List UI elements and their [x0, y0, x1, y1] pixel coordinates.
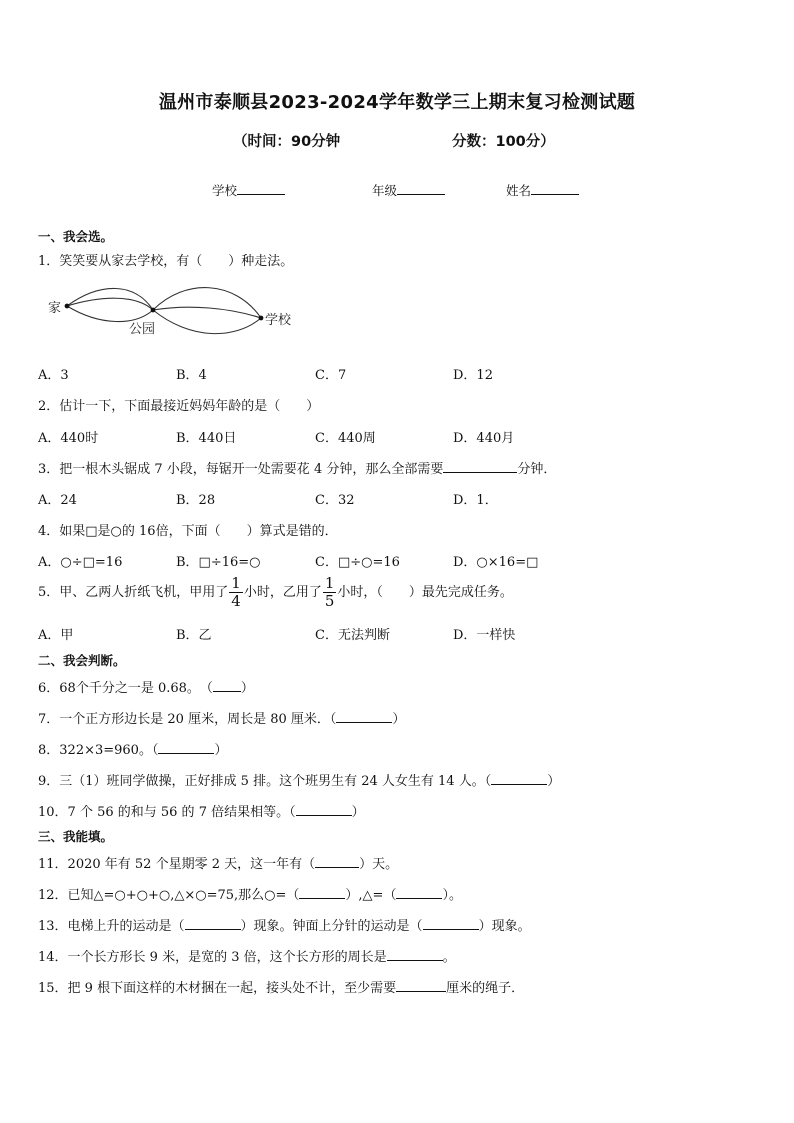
page-title: 温州市泰顺县2023-2024学年数学三上期末复习检测试题: [158, 92, 636, 113]
question-13: [38, 915, 531, 934]
exam-time: （时间：90分钟: [233, 134, 341, 150]
frac2-denominator: 5: [324, 592, 335, 610]
question-11: [38, 853, 398, 872]
question-9: [38, 770, 560, 789]
q5-text-c: 小时，（ ）最先完成任务。: [337, 585, 513, 600]
q6-answer-blank[interactable]: [213, 679, 241, 692]
q3-option-d[interactable]: D．1．: [453, 493, 498, 508]
q11-close: ）天。: [359, 857, 399, 872]
home-dot: [65, 304, 70, 309]
q13-text-b: ）现象。钟面上分针的运动是（: [240, 919, 423, 934]
section-heading-fill: 三、我能填。: [38, 829, 114, 844]
question-12: [38, 884, 462, 903]
section-heading-choice: 一、我会选。: [38, 229, 114, 244]
grade-blank[interactable]: [397, 182, 445, 195]
exam-score: 分数：100分）: [452, 134, 555, 150]
question-3: [38, 458, 556, 477]
q3-option-b[interactable]: B．28: [176, 493, 216, 508]
frac1-denominator: 4: [231, 592, 241, 610]
school-blank[interactable]: [237, 182, 285, 195]
q4-option-b[interactable]: B．□÷16=○: [176, 555, 261, 570]
q15-answer-blank[interactable]: [396, 979, 446, 992]
q6-text: 6．68个千分之一是 0.68。 （: [38, 681, 213, 696]
q1-option-c[interactable]: C．7: [315, 368, 347, 383]
q3-option-a[interactable]: A．24: [38, 493, 77, 508]
q10-answer-blank[interactable]: [296, 803, 352, 816]
q10-text: 10．7 个 56 的和与 56 的 7 倍结果相等。（: [38, 805, 296, 820]
name-blank[interactable]: [531, 182, 579, 195]
q14-text: 14．一个长方形长 9 米，是宽的 3 倍，这个长方形的周长是: [38, 950, 387, 965]
q8-text: 8．322×3=960。（: [38, 743, 159, 758]
q13-answer-blank-1[interactable]: [185, 917, 241, 930]
q4-option-a[interactable]: A．○÷□=16: [38, 555, 123, 570]
q9-text: 9．三（1）班同学做操，正好排成 5 排。这个班男生有 24 人女生有 14 人。（: [38, 774, 492, 789]
route-home-park-upper: [67, 288, 153, 310]
question-4: 4．如果□是○的 16倍，下面（ ）算式是错的．: [38, 524, 338, 539]
q7-text: 7．一个正方形边长是 20 厘米，周长是 80 厘米．（: [38, 712, 337, 727]
q4-option-c[interactable]: C．□÷○=16: [315, 555, 400, 570]
route-home-park-lower: [67, 306, 153, 322]
q5-text-a: 5．甲、乙两人折纸飞机，甲用了: [38, 585, 229, 600]
q12-text-b: ）,△=（: [345, 888, 397, 903]
q8-close: ）: [214, 743, 228, 758]
q3-text-b: 分钟．: [517, 462, 557, 477]
q4-option-d[interactable]: D．○×16=□: [453, 555, 539, 570]
q12-answer-blank-1[interactable]: [299, 886, 345, 899]
q7-answer-blank[interactable]: [336, 710, 392, 723]
fraction-one-fifth: [323, 576, 337, 609]
grade-label: 年级: [372, 183, 398, 198]
name-field[interactable]: [506, 181, 579, 199]
q5-text-b: 小时，乙用了: [243, 585, 322, 600]
q11-text: 11．2020 年有 52 个星期零 2 天，这一年有（: [38, 857, 316, 872]
school-label: 学校: [265, 313, 292, 328]
q13-close: ）现象。: [478, 919, 531, 934]
home-label: 家: [48, 301, 62, 316]
question-15: [38, 977, 524, 996]
route-diagram: [40, 284, 310, 340]
q13-text: 13．电梯上升的运动是（: [38, 919, 185, 934]
question-6: [38, 677, 254, 696]
question-7: [38, 708, 405, 727]
q3-text-a: 3．把一根木头锯成 7 小段，每锯开一处需要花 4 分钟，那么全部需要: [38, 462, 444, 477]
q6-close: ）: [240, 681, 254, 696]
q15-text: 15．把 9 根下面这样的木材捆在一起，接头处不计，至少需要: [38, 981, 397, 996]
q7-close: ）: [392, 712, 406, 727]
question-8: [38, 739, 227, 758]
q15-close: 厘米的绳子．: [446, 981, 525, 996]
q5-option-d[interactable]: D．一样快: [453, 628, 516, 643]
q2-option-a[interactable]: A．440时: [38, 431, 99, 446]
q14-close: 。: [442, 950, 456, 965]
park-label: 公园: [129, 322, 156, 337]
section-heading-judge: 二、我会判断。: [38, 653, 126, 668]
q2-option-b[interactable]: B．440日: [176, 431, 237, 446]
q5-option-a[interactable]: A．甲: [38, 628, 74, 643]
q3-answer-blank[interactable]: [443, 460, 517, 473]
name-label: 姓名: [506, 183, 532, 198]
q2-option-c[interactable]: C．440周: [315, 431, 376, 446]
q9-close: ）: [547, 774, 561, 789]
q13-answer-blank-2[interactable]: [423, 917, 479, 930]
q12-close: ）。: [442, 888, 462, 903]
q14-answer-blank[interactable]: [387, 948, 443, 961]
q11-answer-blank[interactable]: [315, 855, 359, 868]
fraction-one-quarter: [229, 576, 243, 609]
park-dot: [151, 308, 156, 313]
school-label: 学校: [212, 183, 238, 198]
question-14: [38, 946, 456, 965]
q5-option-c[interactable]: C．无法判断: [315, 628, 390, 643]
question-2: 2．估计一下，下面最接近妈妈年龄的是（ ）: [38, 399, 320, 414]
school-field[interactable]: [212, 181, 285, 199]
q8-answer-blank[interactable]: [158, 741, 214, 754]
q10-close: ）: [351, 805, 365, 820]
q1-option-a[interactable]: A．3: [38, 368, 69, 383]
q5-option-b[interactable]: B．乙: [176, 628, 212, 643]
question-10: [38, 801, 365, 820]
frac1-numerator: 1: [231, 574, 241, 592]
question-1: 1．笑笑要从家去学校，有（ ）种走法。: [38, 254, 294, 269]
grade-field[interactable]: [372, 181, 445, 199]
q1-option-b[interactable]: B．4: [176, 368, 207, 383]
q12-answer-blank-2[interactable]: [396, 886, 442, 899]
route-park-school-middle: [153, 307, 261, 318]
q12-text: 12．已知△=○+○+○,△×○=75,那么○=（: [38, 888, 300, 903]
question-5: [38, 576, 513, 609]
q9-answer-blank[interactable]: [491, 772, 547, 785]
q1-option-d[interactable]: D．12: [453, 368, 493, 383]
school-dot: [259, 316, 264, 321]
route-home-park-middle: [67, 298, 153, 310]
frac2-numerator: 1: [324, 574, 335, 592]
q3-option-c[interactable]: C．32: [315, 493, 355, 508]
q2-option-d[interactable]: D．440月: [453, 431, 515, 446]
